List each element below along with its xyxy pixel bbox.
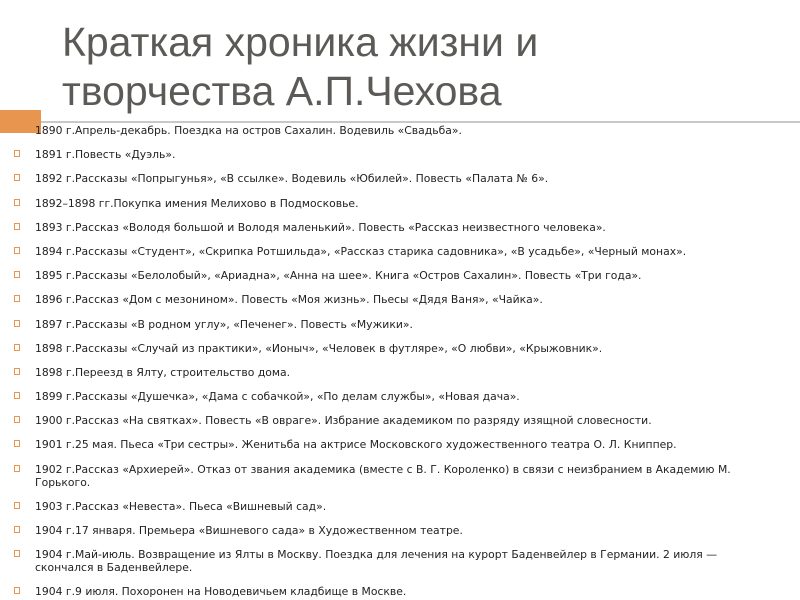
slide-title-line-2: творчества А.П.Чехова	[62, 68, 502, 114]
title-divider-line	[41, 121, 800, 123]
timeline-item	[0, 500, 800, 513]
timeline-item-text: 1898 г.Переезд в Ялту, строительство дома.	[35, 365, 291, 379]
timeline-item-text: 1893 г.Рассказ «Володя большой и Володя маленький». Повесть «Рассказ неизвестного человека».	[35, 220, 606, 234]
square-bullet-icon	[14, 550, 20, 557]
timeline-item-text: 1901 г.25 мая. Пьеса «Три сестры». Женитьба на актрисе Московского художественного театра О. Л. Книппер.	[35, 438, 677, 452]
timeline-item-text: 1897 г.Рассказы «В родном углу», «Печенег». Повесть «Мужики».	[35, 317, 413, 331]
square-bullet-icon	[14, 320, 20, 327]
square-bullet-icon	[14, 587, 20, 594]
square-bullet-icon	[14, 416, 20, 423]
timeline-item	[0, 585, 800, 598]
timeline-item-text: 1895 г.Рассказы «Белолобый», «Ариадна», «Анна на шее». Книга «Остров Сахалин». Повесть «Три года».	[35, 269, 642, 283]
square-bullet-icon	[14, 368, 20, 375]
timeline-item	[0, 245, 800, 258]
timeline-item-text: 1898 г.Рассказы «Случай из практики», «Ионыч», «Человек в футляре», «О любви», «Крыжовник».	[35, 341, 603, 355]
timeline-item	[0, 414, 800, 427]
slide-title	[62, 18, 762, 116]
timeline-item	[0, 197, 800, 210]
timeline-item	[0, 548, 800, 574]
square-bullet-icon	[14, 174, 20, 181]
square-bullet-icon	[14, 295, 20, 302]
square-bullet-icon	[14, 126, 20, 133]
timeline-item-text: 1904 г.17 января. Премьера «Вишневого сада» в Художественном театре.	[35, 524, 463, 537]
square-bullet-icon	[14, 440, 20, 447]
square-bullet-icon	[14, 223, 20, 230]
timeline-item	[0, 342, 800, 355]
timeline-item-text: 1899 г.Рассказы «Душечка», «Дама с собачкой», «По делам службы», «Новая дача».	[35, 390, 520, 404]
square-bullet-icon	[14, 247, 20, 254]
timeline-item	[0, 293, 800, 306]
timeline-item-text: 1892 г.Рассказы «Попрыгунья», «В ссылке». Водевиль «Юбилей». Повесть «Палата № 6».	[35, 172, 549, 186]
square-bullet-icon	[14, 199, 20, 206]
square-bullet-icon	[14, 271, 20, 278]
timeline-item-text: 1903 г.Рассказ «Невеста». Пьеса «Вишневый сад».	[35, 499, 327, 513]
slide-title-line-1: Краткая хроника жизни и	[62, 19, 539, 65]
timeline-item	[0, 524, 800, 537]
timeline-item-text: 1904 г.Май-июль. Возвращение из Ялты в Москву. Поездка для лечения на курорт Баденвейлер в Германии. 2 июля — скончался в Баденвейлере.	[35, 548, 717, 575]
square-bullet-icon	[14, 465, 20, 472]
timeline-item-text: 1890 г.Апрель-декабрь. Поездка на остров Сахалин. Водевиль «Свадьба».	[35, 124, 462, 137]
timeline-item	[0, 172, 800, 185]
square-bullet-icon	[14, 392, 20, 399]
timeline-item	[0, 148, 800, 161]
timeline-item-text: 1900 г.Рассказ «На святках». Повесть «В овраге». Избрание академиком по разряду изящной словесности.	[35, 414, 652, 428]
timeline-item-text: 1892–1898 гг.Покупка имения Мелихово в Подмосковье.	[35, 196, 359, 210]
timeline-item-text: 1894 г.Рассказы «Студент», «Скрипка Ротшильда», «Рассказ старика садовника», «В усадьбе», «Черный монах».	[35, 244, 687, 258]
timeline-list	[0, 124, 800, 600]
timeline-item	[0, 438, 800, 451]
timeline-item-text: 1904 г.9 июля. Похоронен на Новодевичьем кладбище в Москве.	[35, 585, 407, 599]
timeline-item	[0, 366, 800, 379]
timeline-item	[0, 269, 800, 282]
square-bullet-icon	[14, 150, 20, 157]
timeline-item	[0, 390, 800, 403]
timeline-item	[0, 318, 800, 331]
square-bullet-icon	[14, 526, 20, 533]
timeline-item	[0, 463, 800, 489]
timeline-item-text: 1902 г.Рассказ «Архиерей». Отказ от звания академика (вместе с В. Г. Короленко) в связи с неизбранием в Академию М. Горького.	[35, 462, 731, 489]
timeline-item-text: 1891 г.Повесть «Дуэль».	[35, 148, 176, 162]
timeline-item	[0, 221, 800, 234]
square-bullet-icon	[14, 502, 20, 509]
timeline-item-text: 1896 г.Рассказ «Дом с мезонином». Повесть «Моя жизнь». Пьесы «Дядя Ваня», «Чайка».	[35, 293, 543, 307]
square-bullet-icon	[14, 344, 20, 351]
timeline-item	[0, 124, 800, 137]
